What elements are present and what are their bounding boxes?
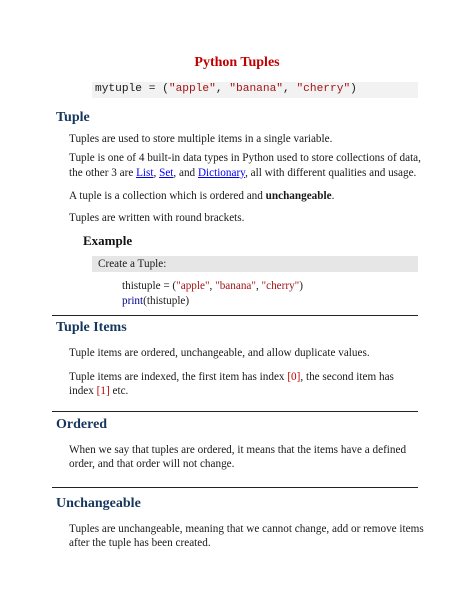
link-dictionary[interactable]: Dictionary <box>197 167 246 179</box>
section-heading-tuple-items: Tuple Items <box>56 320 127 335</box>
bold-text: unchangeable <box>265 190 332 202</box>
section-divider <box>52 315 418 316</box>
code-string: "apple" <box>176 280 210 292</box>
code-string: "banana" <box>229 83 284 95</box>
paragraph-line <box>69 384 128 399</box>
section-heading-tuple: Tuple <box>56 110 90 125</box>
paragraph: Tuples are written with round brackets. <box>69 212 245 224</box>
code-text: , <box>255 280 262 292</box>
text: etc. <box>109 385 129 397</box>
section-heading-unchangeable: Unchangeable <box>56 496 141 511</box>
text: index <box>69 385 97 397</box>
link-list[interactable]: List <box>136 167 154 179</box>
text: A tuple is a collection which is ordered and <box>69 190 266 202</box>
code-string: "banana" <box>215 280 256 292</box>
paragraph-line: Tuple is one of 4 built-in data types in Python used to store collections of data, <box>69 152 421 164</box>
paragraph <box>69 189 334 204</box>
code-text: , <box>209 280 216 292</box>
code-text: (thistuple) <box>143 295 190 307</box>
paragraph-line: after the tuple has been created. <box>69 537 211 549</box>
paragraph: Tuples are used to store multiple items in a single variable. <box>69 133 333 145</box>
code-text: thistuple = ( <box>122 280 177 292</box>
example-caption: Create a Tuple: <box>98 258 167 270</box>
text: , <box>153 167 160 179</box>
text: Tuple items are indexed, the first item has index <box>69 371 288 383</box>
paragraph: Tuple items are ordered, unchangeable, and allow duplicate values. <box>69 347 370 359</box>
code-text: mytuple = ( <box>95 83 169 95</box>
code-intro-line <box>95 83 357 95</box>
code-string: "apple" <box>168 83 216 95</box>
paragraph-line <box>69 166 416 181</box>
index-ref-0: [0] <box>287 371 301 383</box>
section-divider <box>52 411 418 412</box>
section-divider <box>52 487 418 488</box>
paragraph-line <box>69 370 394 385</box>
code-text: , <box>215 83 230 95</box>
paragraph-line: When we say that tuples are ordered, it means that the items have a defined <box>69 444 407 456</box>
index-ref-1: [1] <box>96 385 110 397</box>
page-title: Python Tuples <box>194 55 280 70</box>
example-code-line-1 <box>122 279 303 294</box>
code-text: ) <box>350 83 357 95</box>
text: the other 3 are <box>69 167 137 179</box>
paragraph-line: order, and that order will not change. <box>69 458 235 470</box>
code-text: ) <box>299 280 303 292</box>
code-function: print <box>122 295 144 307</box>
example-heading: Example <box>83 233 133 248</box>
example-code-line-2 <box>122 294 189 309</box>
link-set[interactable]: Set <box>159 167 174 179</box>
section-heading-ordered: Ordered <box>56 417 108 432</box>
text: , all with different qualities and usage. <box>245 167 417 179</box>
paragraph-line: Tuples are unchangeable, meaning that we cannot change, add or remove items <box>69 523 424 535</box>
code-string: "cherry" <box>261 280 300 292</box>
text: . <box>331 190 335 202</box>
code-text: , <box>283 83 297 95</box>
text: , and <box>173 167 198 179</box>
text: , the second item has <box>300 371 394 383</box>
code-string: "cherry" <box>296 83 351 95</box>
